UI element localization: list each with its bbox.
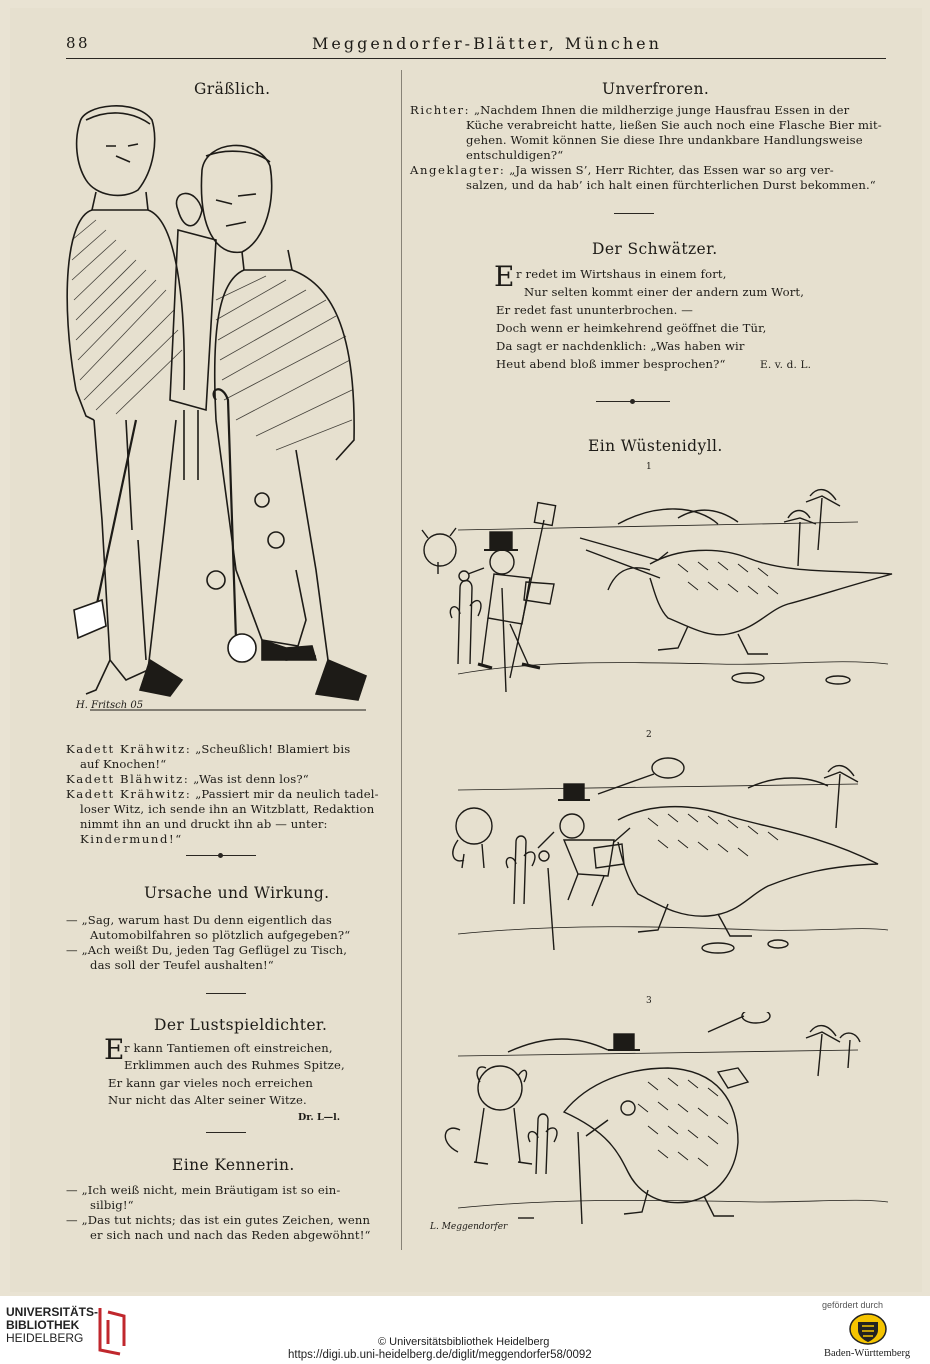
title-lustspiel: Der Lustspieldichter. (154, 1016, 328, 1034)
illustration-panel-2 (418, 744, 898, 966)
panel-number-2: 2 (646, 730, 652, 740)
ursache-line-3: — „Ach weißt Du, jeden Tag Geflügel zu Tisch, (66, 943, 348, 957)
illustration-panel-1 (418, 478, 898, 700)
illustration-panel-3 (418, 1012, 898, 1234)
grasslich-line-7: Kindermund!“ (80, 832, 183, 846)
schwaetzer-line-4: Doch wenn er heimkehrend geöffnet die Tür, (496, 321, 767, 335)
ursache-line-1: — „Sag, warum hast Du denn eigentlich das (66, 913, 332, 927)
schwaetzer-line-2: Nur selten kommt einer der andern zum Wort, (524, 285, 805, 299)
ursache-line-2: Automobilfahren so plötzlich aufgegeben?“ (90, 928, 351, 942)
speaker: Kadett Krähwitz: (66, 787, 192, 801)
panel-number-1: 1 (646, 462, 652, 472)
illustration-cadets (66, 100, 396, 738)
permalink-url[interactable]: https://digi.ub.uni-heidelberg.de/diglit/meggendorfer58/0092 (288, 1349, 592, 1361)
title-grasslich: Gräßlich. (194, 80, 271, 98)
divider-rule (614, 213, 654, 214)
speaker: Kadett Blähwitz: (66, 772, 190, 786)
title-ursache: Ursache und Wirkung. (144, 884, 330, 902)
initial-letter: E (104, 1033, 125, 1066)
library-name-line1: UNIVERSITÄTS- (6, 1305, 99, 1319)
grasslich-line-5: loser Witz, ich sende ihn an Witzblatt, Redaktion (80, 802, 375, 816)
grasslich-line-6: nimmt ihn an und druckt ihn ab — unter: (80, 817, 328, 831)
grasslich-line-3 (66, 772, 309, 788)
column-divider (401, 70, 402, 1250)
title-kennerin: Eine Kennerin. (172, 1156, 295, 1174)
schwaetzer-line-6: Heut abend bloß immer besprochen?“ (496, 357, 726, 371)
lustspiel-line-3: Er kann gar vieles noch erreichen (108, 1076, 313, 1090)
schwaetzer-line-3: Er redet fast ununterbrochen. — (496, 303, 693, 317)
unverfroren-line-6: salzen, und da hab’ ich halt einen fürchterlichen Durst bekommen.“ (466, 178, 876, 192)
running-title: Meggendorfer-Blätter, München (312, 34, 662, 53)
grasslich-line-1 (66, 742, 350, 758)
divider-rule (206, 993, 246, 994)
unverfroren-line-2: Küche verabreicht hatte, ließen Sie auch noch eine Flasche Bier mit- (466, 118, 882, 132)
dialogue-text: „Scheußlich! Blamiert bis (195, 742, 351, 756)
grasslich-line-4 (66, 787, 379, 803)
kennerin-line-1: — „Ich weiß nicht, mein Bräutigam ist so ein- (66, 1183, 341, 1197)
lustspiel-line-2: Erklimmen auch des Ruhmes Spitze, (124, 1058, 345, 1072)
ursache-line-4: das soll der Teufel aushalten!“ (90, 958, 274, 972)
divider-rule (206, 1132, 246, 1133)
grasslich-line-2: auf Knochen!“ (80, 757, 167, 771)
ornament-dot (630, 399, 635, 404)
artist-signature-meggendorfer: L. Meggendorfer (430, 1222, 508, 1232)
initial-letter: E (494, 260, 515, 293)
unverfroren-line-1 (410, 103, 849, 119)
library-name-line2: BIBLIOTHEK (6, 1318, 80, 1332)
dialogue-text: „Was ist denn los?“ (193, 772, 309, 786)
artist-signature-fritsch: H. Fritsch 05 (76, 700, 144, 711)
lustspiel-line-4: Nur nicht das Alter seiner Witze. (108, 1093, 307, 1107)
header-rule (66, 58, 886, 59)
library-name-line3: HEIDELBERG (6, 1331, 84, 1345)
footer (0, 1296, 930, 1364)
unverfroren-line-5 (410, 163, 834, 179)
speaker: Richter: (410, 103, 471, 117)
kennerin-line-2: silbig!“ (90, 1198, 134, 1212)
dialogue-text: „Ja wissen S’, Herr Richter, das Essen war so arg ver- (509, 163, 834, 177)
unverfroren-line-3: gehen. Womit können Sie diese Ihre undankbare Handlungsweise (466, 133, 863, 147)
title-schwaetzer: Der Schwätzer. (592, 240, 718, 258)
panel-number-3: 3 (646, 996, 652, 1006)
schwaetzer-signature: E. v. d. L. (760, 359, 812, 371)
ornament-dot (218, 853, 223, 858)
title-unverfroren: Unverfroren. (602, 80, 710, 98)
dialogue-text: „Passiert mir da neulich tadel- (195, 787, 379, 801)
speaker: Kadett Krähwitz: (66, 742, 192, 756)
lustspiel-signature: Dr. L—l. (298, 1112, 341, 1123)
dialogue-text: „Nachdem Ihnen die mildherzige junge Hausfrau Essen in der (474, 103, 850, 117)
speaker: Angeklagter: (410, 163, 506, 177)
funder-name: Baden-Württemberg (824, 1348, 911, 1359)
funded-by-label: gefördert durch (822, 1300, 884, 1310)
schwaetzer-line-1: r redet im Wirtshaus in einem fort, (516, 267, 727, 281)
ub-logo-icon (94, 1304, 130, 1362)
kennerin-line-4: er sich nach und nach das Reden abgewöhnt!“ (90, 1228, 371, 1242)
lustspiel-line-1: r kann Tantiemen oft einstreichen, (124, 1041, 333, 1055)
copyright-text: © Universitätsbibliothek Heidelberg (378, 1336, 550, 1348)
unverfroren-line-4: entschuldigen?“ (466, 148, 564, 162)
bw-coat-of-arms-icon (848, 1312, 888, 1350)
kennerin-line-3: — „Das tut nichts; das ist ein gutes Zeichen, wenn (66, 1213, 371, 1227)
schwaetzer-line-5: Da sagt er nachdenklich: „Was haben wir (496, 339, 745, 353)
page-number: 88 (66, 34, 91, 52)
title-wuesten: Ein Wüstenidyll. (588, 437, 723, 455)
